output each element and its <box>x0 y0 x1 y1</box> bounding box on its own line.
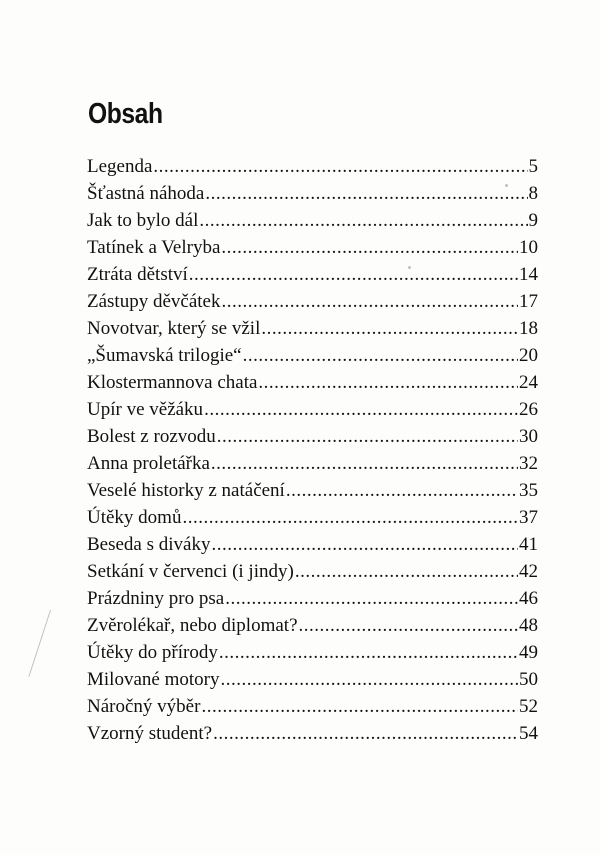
toc-entry-page-number: 24 <box>519 372 538 393</box>
toc-entry <box>87 372 538 399</box>
toc-entry-page-number: 10 <box>519 237 538 258</box>
toc-entry-title: Veselé historky z natáčení <box>87 480 285 501</box>
toc-entry <box>87 183 538 210</box>
toc-entry <box>87 615 538 642</box>
dot-leader <box>205 183 527 205</box>
toc-entry-title: Novotvar, který se vžil <box>87 318 261 339</box>
dot-leader <box>299 615 518 637</box>
toc-entry-page-number: 9 <box>528 210 538 231</box>
toc-entry <box>87 588 538 615</box>
toc-entry-page-number: 49 <box>519 642 538 663</box>
toc-entry <box>87 453 538 480</box>
toc-entry <box>87 345 538 372</box>
toc-entry <box>87 318 538 345</box>
toc-entry <box>87 210 538 237</box>
table-of-contents <box>87 156 538 750</box>
toc-entry-title: Prázdniny pro psa <box>87 588 225 609</box>
toc-entry <box>87 669 538 696</box>
toc-entry-page-number: 18 <box>519 318 538 339</box>
toc-entry-title: Útěky domů <box>87 507 182 528</box>
dot-leader <box>213 723 518 745</box>
dot-leader <box>219 642 518 664</box>
toc-entry-page-number: 30 <box>519 426 538 447</box>
toc-entry-page-number: 35 <box>519 480 538 501</box>
toc-entry-title: Útěky do přírody <box>87 642 218 663</box>
dot-leader <box>217 426 518 448</box>
dot-leader <box>295 561 518 583</box>
toc-entry <box>87 480 538 507</box>
scan-mark <box>28 610 51 677</box>
toc-entry-title: Milované motory <box>87 669 220 690</box>
toc-entry <box>87 723 538 750</box>
toc-entry-page-number: 46 <box>519 588 538 609</box>
toc-heading: Obsah <box>88 98 163 130</box>
dot-leader <box>204 399 518 421</box>
dot-leader <box>189 264 518 286</box>
dot-leader <box>221 237 518 259</box>
toc-entry <box>87 642 538 669</box>
toc-entry <box>87 237 538 264</box>
toc-entry <box>87 507 538 534</box>
toc-entry-title: Beseda s diváky <box>87 534 211 555</box>
dot-leader <box>225 588 518 610</box>
toc-entry-page-number: 42 <box>519 561 538 582</box>
toc-entry-title: Legenda <box>87 156 153 177</box>
toc-entry-page-number: 8 <box>528 183 538 204</box>
toc-entry-page-number: 14 <box>519 264 538 285</box>
toc-entry-page-number: 41 <box>519 534 538 555</box>
toc-entry-page-number: 54 <box>519 723 538 744</box>
toc-entry-title: Setkání v červenci (i jindy) <box>87 561 294 582</box>
toc-entry-page-number: 5 <box>528 156 538 177</box>
toc-entry-title: Vzorný student? <box>87 723 213 744</box>
toc-entry-page-number: 26 <box>519 399 538 420</box>
toc-entry-title: Zvěrolékař, nebo diplomat? <box>87 615 298 636</box>
toc-entry-title: Tatínek a Velryba <box>87 237 221 258</box>
toc-entry-title: Zástupy děvčátek <box>87 291 221 312</box>
toc-entry-page-number: 48 <box>519 615 538 636</box>
toc-entry-title: Anna proletářka <box>87 453 210 474</box>
toc-entry <box>87 264 538 291</box>
toc-entry-title: „Šumavská trilogie“ <box>87 345 242 366</box>
dot-leader <box>211 453 518 475</box>
toc-entry <box>87 156 538 183</box>
dot-leader <box>153 156 527 178</box>
toc-entry <box>87 399 538 426</box>
dot-leader <box>221 291 518 313</box>
toc-entry <box>87 561 538 588</box>
dot-leader <box>220 669 518 691</box>
toc-entry <box>87 291 538 318</box>
dot-leader <box>243 345 518 367</box>
toc-entry-page-number: 50 <box>519 669 538 690</box>
toc-entry-title: Bolest z rozvodu <box>87 426 216 447</box>
toc-entry <box>87 696 538 723</box>
dot-leader <box>261 318 518 340</box>
toc-entry <box>87 426 538 453</box>
dot-leader <box>286 480 518 502</box>
dot-leader <box>258 372 518 394</box>
toc-entry-title: Ztráta dětství <box>87 264 188 285</box>
toc-entry-page-number: 52 <box>519 696 538 717</box>
dot-leader <box>199 210 527 232</box>
dot-leader <box>211 534 518 556</box>
toc-entry-title: Šťastná náhoda <box>87 183 205 204</box>
toc-entry-title: Náročný výběr <box>87 696 201 717</box>
toc-entry-title: Klostermannova chata <box>87 372 258 393</box>
toc-entry-title: Upír ve věžáku <box>87 399 204 420</box>
toc-entry <box>87 534 538 561</box>
toc-entry-page-number: 17 <box>519 291 538 312</box>
dot-leader <box>201 696 518 718</box>
toc-entry-page-number: 20 <box>519 345 538 366</box>
toc-entry-title: Jak to bylo dál <box>87 210 199 231</box>
toc-entry-page-number: 32 <box>519 453 538 474</box>
dot-leader <box>182 507 518 529</box>
toc-entry-page-number: 37 <box>519 507 538 528</box>
